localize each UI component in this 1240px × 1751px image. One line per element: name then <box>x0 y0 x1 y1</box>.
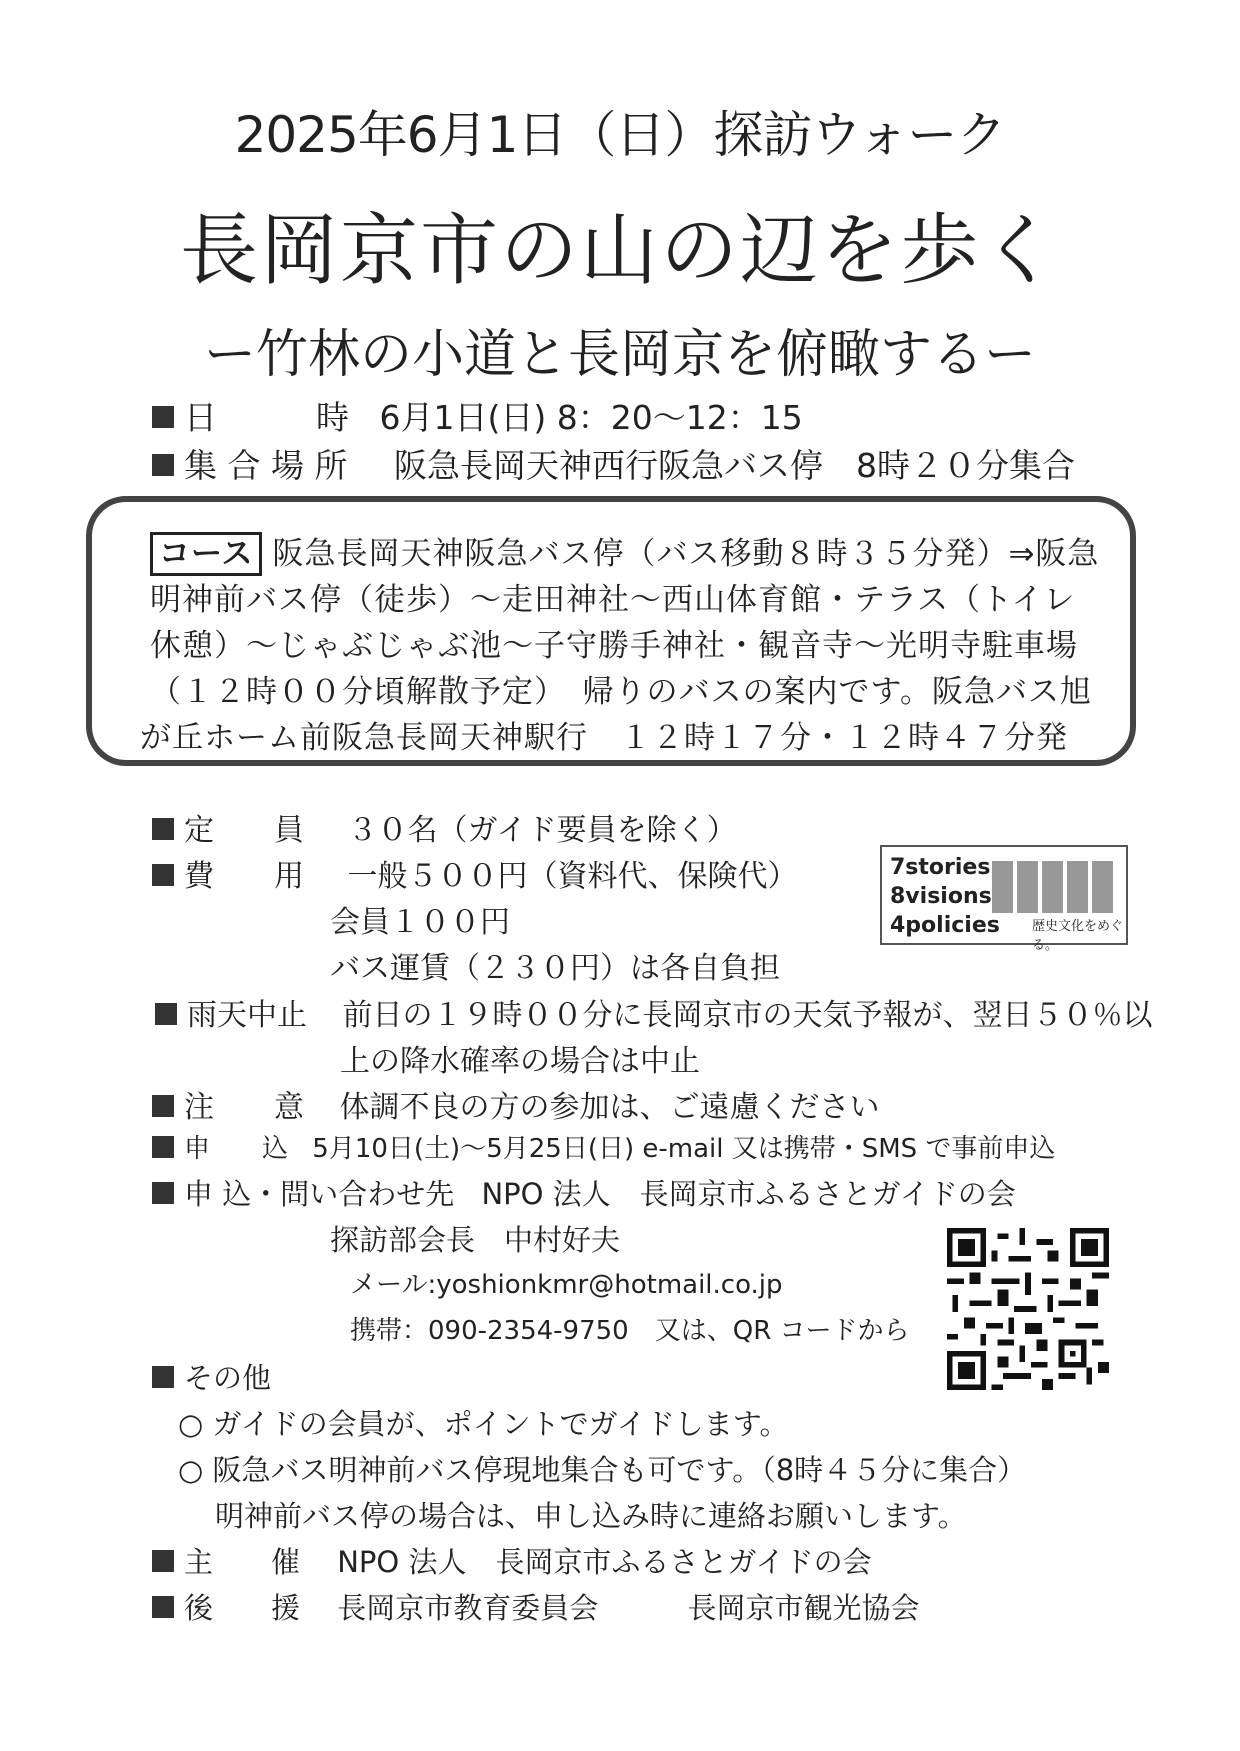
caution-row: 注 意 体調不良の方の参加は、ご遠慮ください <box>152 1082 880 1126</box>
event-subtitle: ー竹林の小道と長岡京を俯瞰するー <box>203 325 1036 385</box>
bullet-square-icon <box>152 454 174 476</box>
course-line-3: 休憩）～じゃぶじゃぶ池～子守勝手神社・観音寺～光明寺駐車場 <box>150 628 1078 664</box>
fee-row: 費 用 一般５００円（資料代、保険代） <box>152 851 798 895</box>
capacity-row: 定 員 ３０名（ガイド要員を除く） <box>152 805 737 849</box>
date-value: 6月1日(日) 8：20～12：15 <box>379 398 803 437</box>
meeting-place-row <box>152 440 1075 487</box>
bullet-square-icon <box>152 1095 174 1117</box>
other-item-1: ○ ガイドの会員が、ポイントでガイドします。 <box>178 1407 789 1441</box>
bullet-square-icon <box>152 1596 174 1618</box>
rain-row: 雨天中止 前日の１９時００分に長岡京市の天気予報が、翌日５０％以 <box>155 990 1153 1034</box>
bullet-square-icon <box>152 818 174 840</box>
contact-person: 探訪部会長 中村好夫 <box>330 1223 621 1257</box>
bullet-square-icon <box>155 1003 177 1025</box>
course-line-1: コース 阪急長岡天神阪急バス停（バス移動８時３５分発）⇒阪急 <box>150 528 1099 576</box>
apply-row: 申 込 5月10日(土)～5月25日(日) e-mail 又は携帯・SMS で事前申込 <box>152 1128 1055 1165</box>
course-tag: コース <box>150 532 262 576</box>
logo-text: 7stories 8visions 4policies <box>890 855 1000 938</box>
logo-bars-icon <box>992 861 1113 913</box>
course-line-4: （１２時００分頃解散予定） 帰りのバスの案内です。阪急バス旭 <box>150 674 1093 710</box>
other-row: その他 <box>152 1356 271 1397</box>
bullet-square-icon <box>152 1550 174 1572</box>
other-item-3: 明神前バス停の場合は、申し込み時に連絡お願いします。 <box>215 1499 967 1533</box>
course-line-5: が丘ホーム前阪急長岡天神駅行 １２時１７分・１２時４７分発 <box>140 720 1068 756</box>
course-line-2: 明神前バス停（徒歩）～走田神社～西山体育館・テラス（トイレ <box>150 582 1076 618</box>
date-row <box>152 392 803 439</box>
contact-mail[interactable]: メール:yoshionkmr@hotmail.co.jp <box>350 1270 783 1300</box>
contact-row: 申 込・問い合わせ先 NPO 法人 長岡京市ふるさとガイドの会 <box>152 1172 1016 1213</box>
event-title: 長岡京市の山の辺を歩く <box>179 206 1060 296</box>
meeting-place-value: 阪急長岡天神西行阪急バス停 8時２０分集合 <box>393 446 1075 485</box>
bullet-square-icon <box>152 1136 174 1158</box>
meeting-place-label: 集 合 場 所 <box>184 446 348 485</box>
other-item-2: ○ 阪急バス明神前バス停現地集合も可です。（8時４５分に集合） <box>178 1453 1027 1487</box>
contact-phone: 携帯：090-2354-9750 又は、QR コードから <box>350 1316 910 1346</box>
logo-caption: 歴史文化をめぐる。 <box>1032 919 1124 953</box>
fee-member: 会員１００円 <box>330 905 510 940</box>
host-row: 主 催 NPO 法人 長岡京市ふるさとガイドの会 <box>152 1540 872 1581</box>
fee-bus: バス運賃（２３０円）は各自負担 <box>330 951 780 986</box>
qr-code-icon[interactable] <box>947 1228 1109 1390</box>
bullet-square-icon <box>152 1182 174 1204</box>
stories-visions-logo <box>880 845 1128 953</box>
date-label: 日 時 <box>184 398 349 437</box>
event-date-heading: 2025年6月1日（日）探訪ウォーク <box>234 106 1006 164</box>
bullet-square-icon <box>152 406 174 428</box>
bullet-square-icon <box>152 864 174 886</box>
support-row: 後 援 長岡京市教育委員会 長岡京市観光協会 <box>152 1586 919 1627</box>
bullet-square-icon <box>152 1366 174 1388</box>
rain-row-2: 上の降水確率の場合は中止 <box>340 1044 700 1079</box>
